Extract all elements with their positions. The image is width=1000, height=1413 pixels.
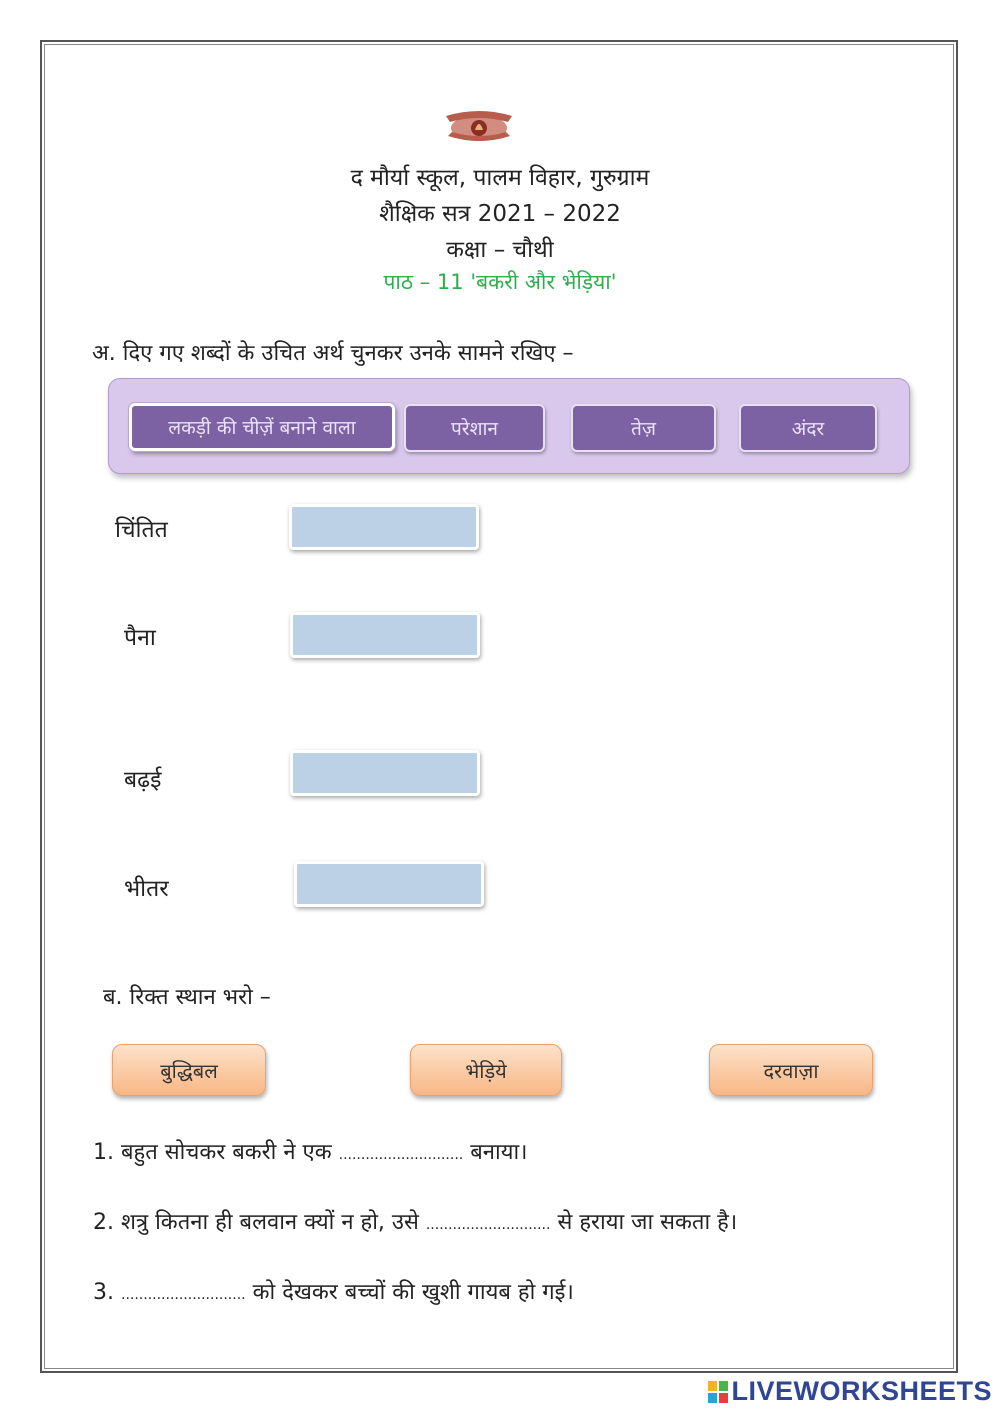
lesson-title: पाठ – 11 'बकरी और भेड़िया': [383, 270, 617, 294]
academic-session: शैक्षिक सत्र 2021 – 2022: [379, 201, 621, 227]
brand-name: LIVEWORKSHEETS: [731, 1376, 992, 1406]
word-chip-buddhibal[interactable]: बुद्धिबल: [112, 1044, 266, 1096]
answer-drop-box-1[interactable]: [289, 504, 479, 550]
word-chip-darwaza[interactable]: दरवाज़ा: [709, 1044, 873, 1096]
term-paina: पैना: [124, 625, 156, 651]
sentence-number: 3.: [93, 1280, 114, 1305]
sentence-3: [93, 1276, 574, 1306]
sentence-2: [93, 1206, 737, 1236]
sentence-number: 2.: [93, 1210, 114, 1235]
section-b-title: ब. रिक्त स्थान भरो –: [103, 985, 271, 1010]
sentence-1: [93, 1136, 528, 1166]
sentence-number: 1.: [93, 1140, 114, 1165]
word-chip-andar[interactable]: अंदर: [739, 404, 877, 452]
term-badhai: बढ़ई: [124, 767, 162, 793]
word-chip-pareshan[interactable]: परेशान: [404, 404, 545, 452]
class-label: कक्षा – चौथी: [446, 237, 554, 263]
word-chip-bhediye[interactable]: भेड़िये: [410, 1044, 562, 1096]
word-chip-tez[interactable]: तेज़: [571, 404, 716, 452]
liveworksheets-logo-icon: [708, 1381, 728, 1403]
term-bhitar: भीतर: [124, 876, 169, 902]
answer-drop-box-3[interactable]: [290, 750, 480, 796]
answer-drop-box-4[interactable]: [294, 861, 484, 907]
word-bank-container: [108, 378, 910, 474]
school-emblem-logo: [438, 106, 520, 146]
liveworksheets-brand[interactable]: [708, 1376, 992, 1407]
sentence-text-after: बनाया।: [470, 1140, 528, 1165]
word-chip-carpenter-meaning[interactable]: लकड़ी की चीज़ें बनाने वाला: [129, 403, 395, 451]
sentence-text-before: शत्रु कितना ही बलवान क्यों न हो, उसे: [121, 1210, 419, 1235]
fill-blank-3[interactable]: ............................: [121, 1287, 246, 1303]
fill-blank-2[interactable]: ............................: [425, 1217, 551, 1233]
sentence-text-before: बहुत सोचकर बकरी ने एक: [121, 1140, 332, 1165]
sentence-text-after: को देखकर बच्चों की खुशी गायब हो गई।: [252, 1280, 574, 1305]
sentence-text-after: से हराया जा सकता है।: [557, 1210, 738, 1235]
answer-drop-box-2[interactable]: [290, 612, 480, 658]
school-name: द मौर्या स्कूल, पालम विहार, गुरुग्राम: [350, 165, 650, 191]
section-a-title: अ. दिए गए शब्दों के उचित अर्थ चुनकर उनके सामने रखिए –: [92, 341, 574, 366]
term-chintit: चिंतित: [115, 517, 168, 543]
fill-blank-1[interactable]: ............................: [338, 1147, 464, 1163]
